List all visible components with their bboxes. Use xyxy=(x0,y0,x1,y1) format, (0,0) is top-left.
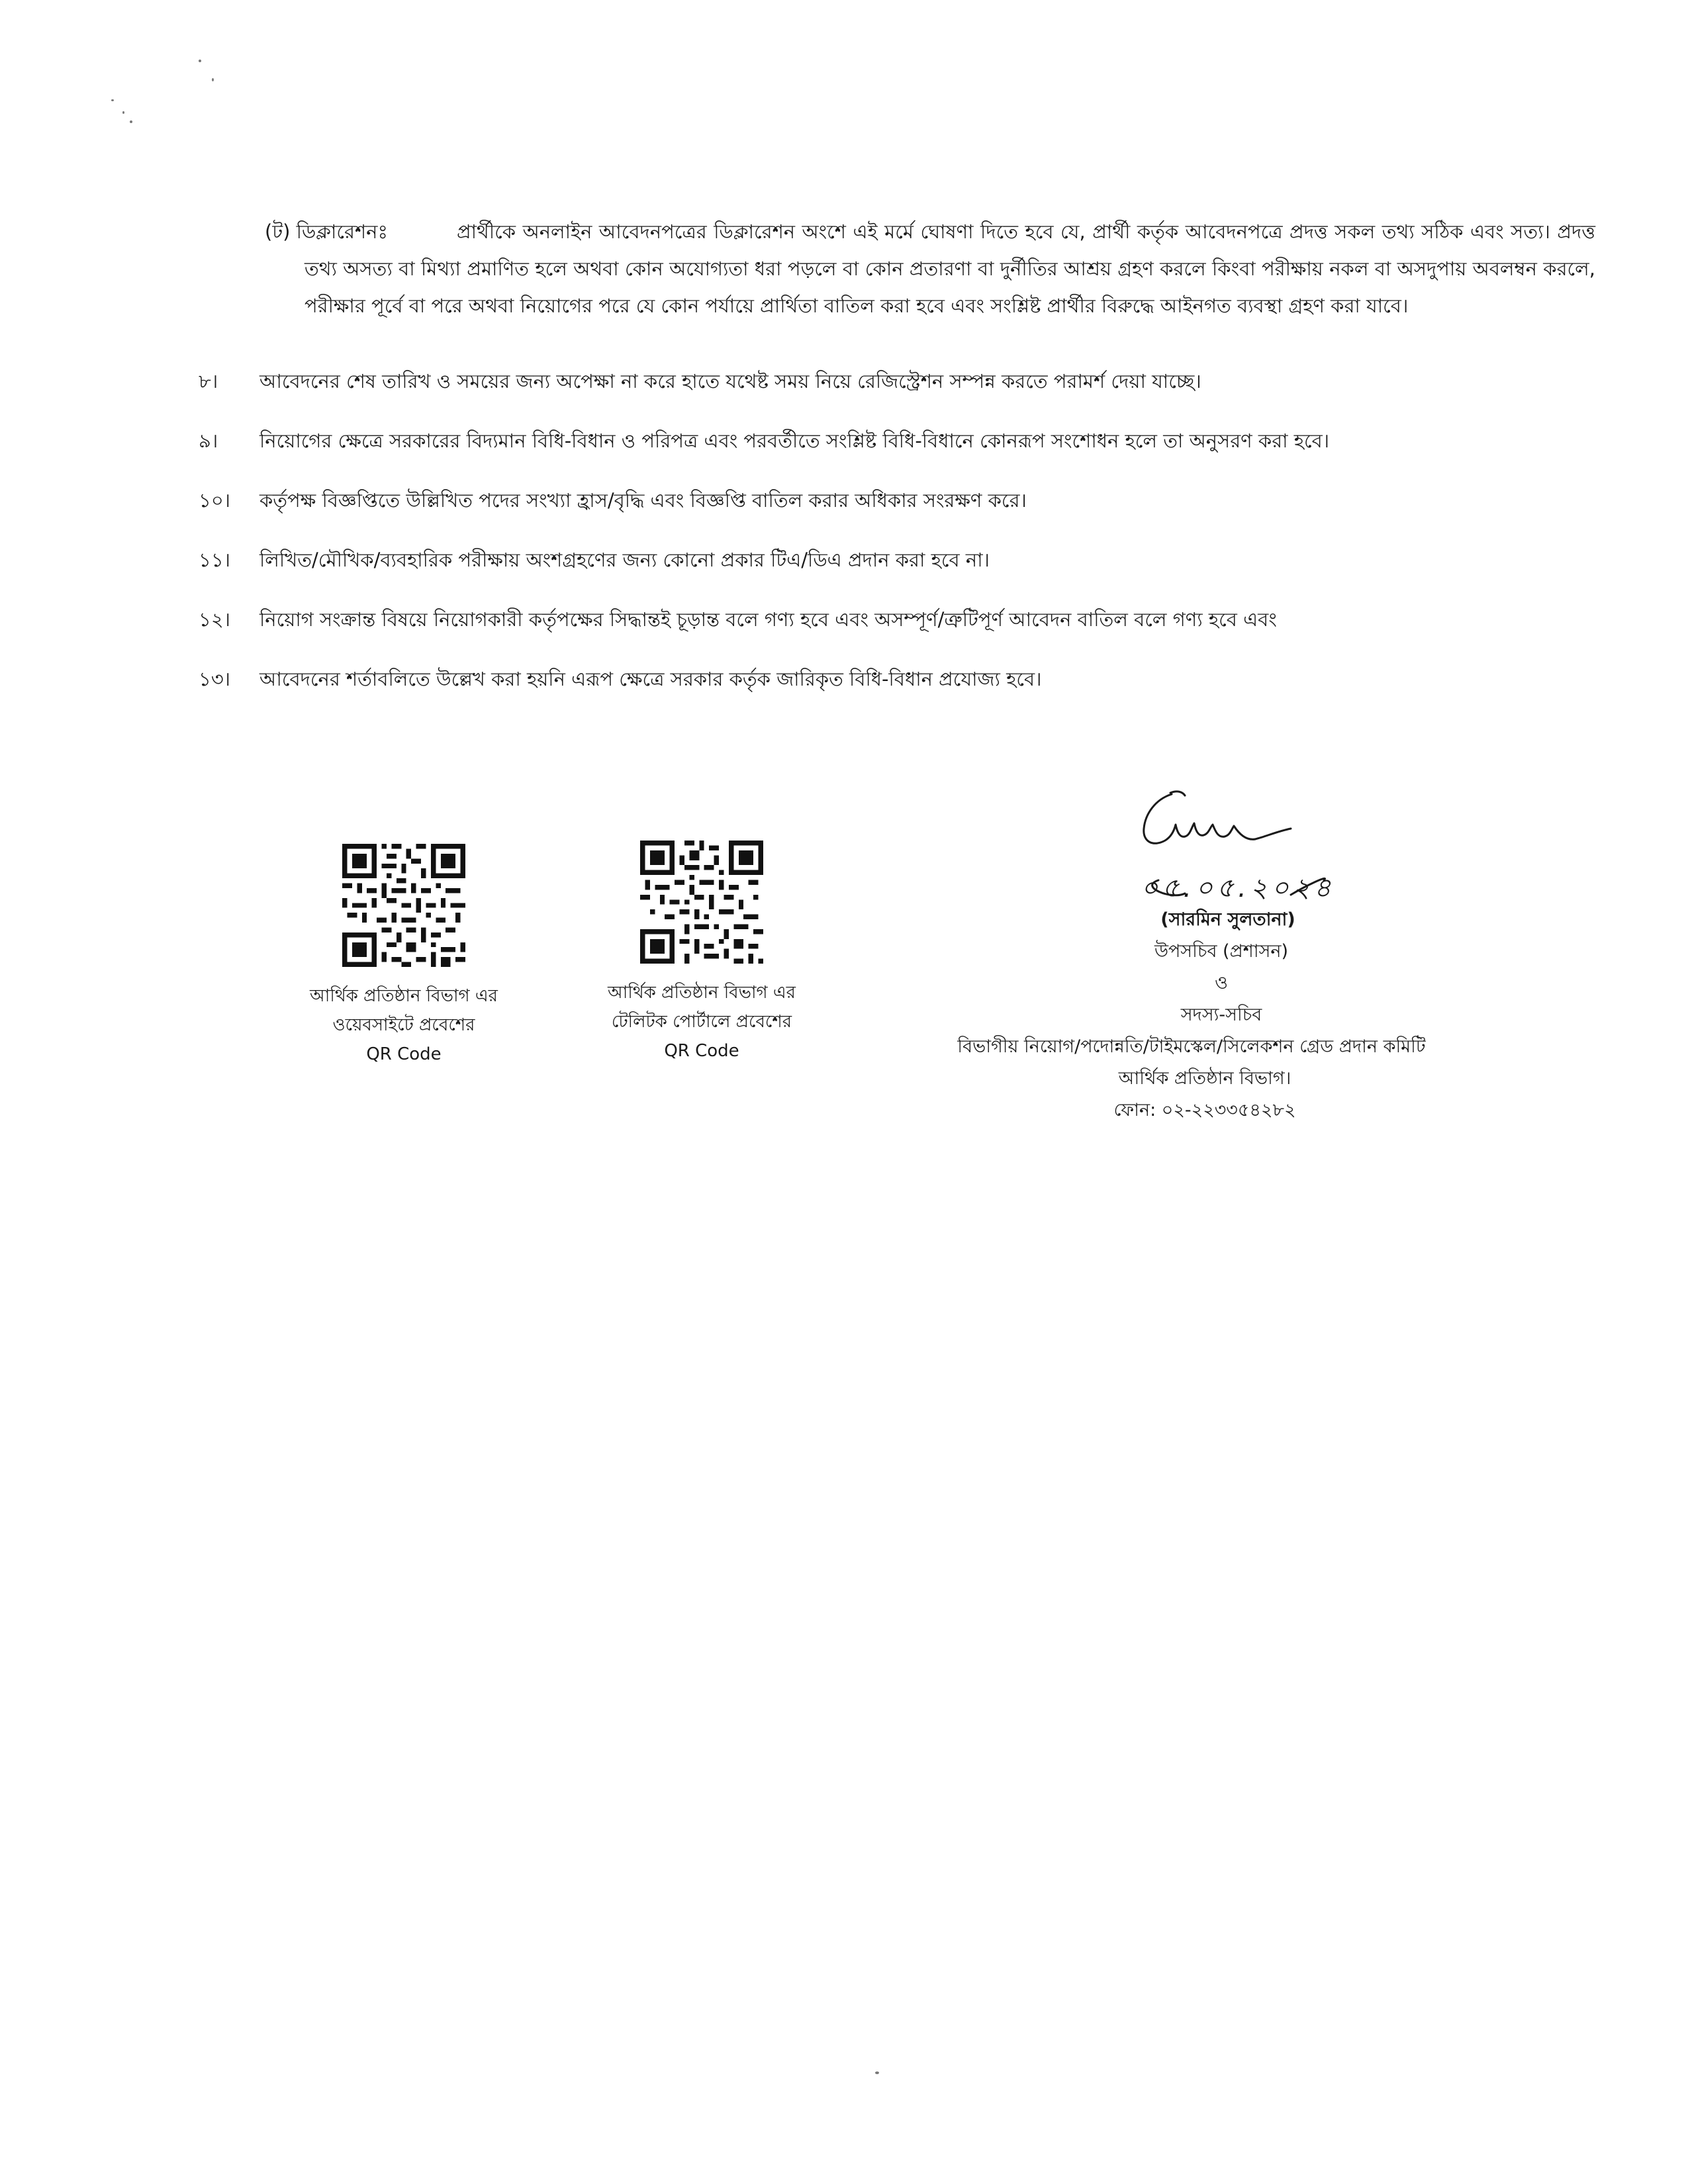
signature-date: ০৫.০৫.২০২৪ xyxy=(1141,873,1335,903)
qr-caption-line3: QR Code xyxy=(366,1044,442,1064)
qr-code-icon[interactable] xyxy=(342,844,465,967)
item-text: কর্তৃপক্ষ বিজ্ঞপ্তিতে উল্লিখিত পদের সংখ্যা হ্রাস/বৃদ্ধি এবং বিজ্ঞপ্তি বাতিল করার অধিকার সংরক্ষণ করে। xyxy=(259,489,1027,512)
item-text: আবেদনের শর্তাবলিতে উল্লেখ করা হয়নি এরূপ ক্ষেত্রে সরকার কর্তৃক জারিকৃত বিধি-বিধান প্রযোজ্য হবে। xyxy=(259,668,1042,690)
scan-speck xyxy=(875,2071,879,2074)
declaration-label: (ট) ডিক্লারেশনঃ xyxy=(265,220,388,243)
qr-caption-line2: ওয়েবসাইটে প্রবেশের xyxy=(332,1015,475,1035)
department-name: আর্থিক প্রতিষ্ঠান বিভাগ। xyxy=(1118,1068,1291,1089)
declaration-text: প্রার্থীকে অনলাইন আবেদনপত্রের ডিক্লারেশন অংশে এই মর্মে ঘোষণা দিতে হবে যে, প্রার্থী কর্তৃক আবেদনপত্রে প্রদত্ত সকল তথ্য সঠিক এবং সত্য। প্রদত্ত তথ্য অসত্য বা মিথ্যা প্রমাণিত হলে অথবা কোন অযোগ্যতা ধরা পড়লে বা কোন প্রতারণা বা দুর্নীতির আশ্রয় গ্রহণ করলে কিংবা পরীক্ষায় নকল বা অসদুপায় অবলম্বন করলে, পরীক্ষার পূর্বে বা পরে অথবা নিয়োগের পরে যে কোন পর্যায়ে প্রার্থিতা বাতিল করা হবে এবং সংশ্লিষ্ট প্রার্থীর বিরুদ্ধে আইনগত ব্যবস্থা গ্রহণ করা যাবে। xyxy=(305,220,1595,317)
item-text: নিয়োগের ক্ষেত্রে সরকারের বিদ্যমান বিধি-বিধান ও পরিপত্র এবং পরবর্তীতে সংশ্লিষ্ট বিধি-বিধানে কোনরূপ সংশোধন হলে তা অনুসরণ করা হবে। xyxy=(259,430,1330,452)
committee-name: বিভাগীয় নিয়োগ/পদোন্নতি/টাইমস্কেল/সিলেকশন গ্রেড প্রদান কমিটি xyxy=(957,1036,1426,1057)
scan-speck xyxy=(122,111,124,114)
scan-speck xyxy=(130,120,132,123)
item-number: ১০। xyxy=(199,489,231,512)
item-number: ৮। xyxy=(199,370,218,392)
scan-speck xyxy=(212,78,214,81)
qr-teletalk-block xyxy=(563,841,841,1066)
scan-speck xyxy=(199,60,201,62)
signatory-conjunction: ও xyxy=(1215,973,1228,993)
item-number: ১১। xyxy=(199,549,231,571)
qr-caption-line2: টেলিটক পোর্টালে প্রবেশের xyxy=(611,1012,792,1032)
item-number: ১২। xyxy=(199,608,231,631)
signatory-designation: উপসচিব (প্রশাসন) xyxy=(1154,941,1289,962)
item-number: ১৩। xyxy=(199,668,231,690)
qr-website-block xyxy=(265,844,543,1069)
item-text: আবেদনের শেষ তারিখ ও সময়ের জন্য অপেক্ষা না করে হাতে যথেষ্ট সময় নিয়ে রেজিস্ট্রেশন সম্পন্ন করতে পরামর্শ দেয়া যাচ্ছে। xyxy=(259,370,1201,392)
qr-caption-line3: QR Code xyxy=(664,1041,739,1061)
qr-caption-line1: আর্থিক প্রতিষ্ঠান বিভাগ এর xyxy=(608,983,796,1003)
declaration-paragraph xyxy=(265,213,1595,324)
item-number: ৯। xyxy=(199,430,218,452)
signature-block xyxy=(861,781,1523,1126)
signatory-role: সদস্য-সচিব xyxy=(1180,1005,1262,1025)
qr-code-icon[interactable] xyxy=(640,841,763,964)
item-text: লিখিত/মৌখিক/ব্যবহারিক পরীক্ষায় অংশগ্রহণের জন্য কোনো প্রকার টিএ/ডিএ প্রদান করা হবে না। xyxy=(259,549,990,571)
phone-number: ফোন: ০২-২২৩৩৫৪২৮২ xyxy=(1113,1100,1296,1120)
scan-speck xyxy=(111,99,114,101)
qr-caption-line1: আর্থিক প্রতিষ্ঠান বিভাগ এর xyxy=(310,986,498,1006)
item-text: নিয়োগ সংক্রান্ত বিষয়ে নিয়োগকারী কর্তৃপক্ষের সিদ্ধান্তই চূড়ান্ত বলে গণ্য হবে এবং অসম্পূর্ণ/ত্রুটিপূর্ণ আবেদন বাতিল বলে গণ্য হবে এবং xyxy=(259,608,1277,631)
signatory-name: (সারমিন সুলতানা) xyxy=(1160,909,1295,930)
